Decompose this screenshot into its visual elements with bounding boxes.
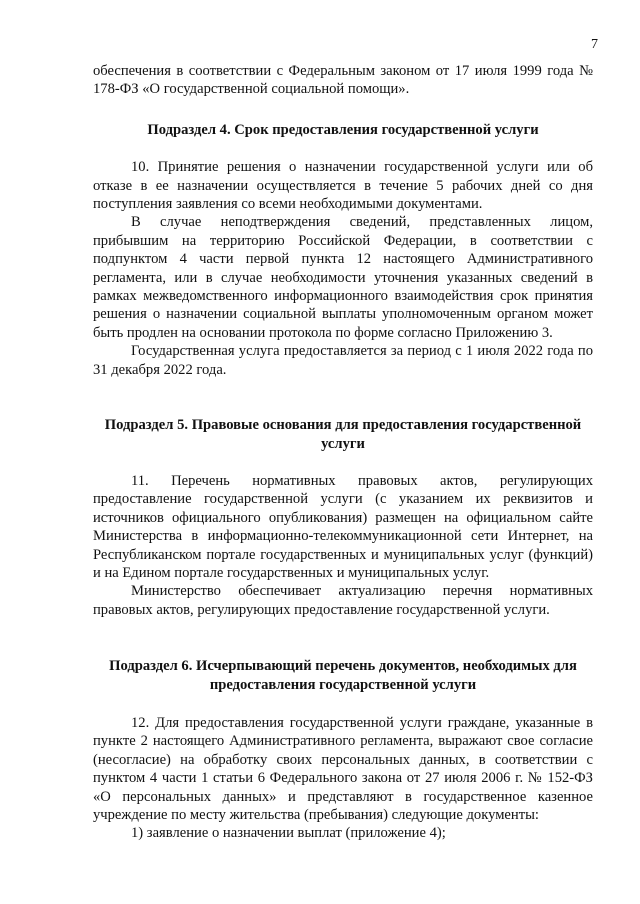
- section-5-heading: Подраздел 5. Правовые основания для предоставления государственной услуги: [104, 417, 582, 452]
- document-page: [93, 36, 593, 843]
- section-6-paragraph-1: 12. Для предоставления государственной услуги граждане, указанные в пункте 2 настоящего Административного регламента, выражают свое согласие (несогласие) на обработку своих персональных данных, в соответствии с пунктом 4 части 1 статьи 6 Федерального закона от 27 июля 2006 г. № 152-ФЗ «О персональных данных» и представляют в государственное казенное учреждение по месту жительства (пребывания) следующие документы:: [93, 714, 593, 823]
- section-5-paragraph-1: 11. Перечень нормативных правовых актов, регулирующих предоставление государственной услуги (с указанием их реквизитов и источников официального опубликования) размещен на официальном сайте Министерства в информационно-телекоммуникационной сети Интернет, на Республиканском портале государственных и муниципальных услуг (функций) и на Едином портале государственных и муниципальных услуг.: [93, 472, 593, 581]
- section-4-heading: Подраздел 4. Срок предоставления государственной услуги: [147, 121, 539, 138]
- page-number: 7: [591, 37, 598, 52]
- section-5-paragraph-2: Министерство обеспечивает актуализацию перечня нормативных правовых актов, регулирующих предоставление государственной услуги.: [93, 583, 593, 618]
- section-4-paragraph-1: 10. Принятие решения о назначении государственной услуги или об отказе в ее назначении осуществляется в течение 5 рабочих дней со дня поступления заявления со всеми необходимыми документами.: [93, 159, 593, 213]
- section-6-paragraph-2: 1) заявление о назначении выплат (приложение 4);: [131, 825, 446, 842]
- section-4-paragraph-3: Государственная услуга предоставляется за период с 1 июля 2022 года по 31 декабря 2022 года.: [93, 343, 593, 378]
- intro-paragraph: обеспечения в соответствии с Федеральным законом от 17 июля 1999 года № 178-ФЗ «О государственной социальной помощи».: [93, 63, 593, 98]
- section-6-heading: Подраздел 6. Исчерпывающий перечень документов, необходимых для предоставления государственной услуги: [109, 658, 577, 693]
- section-4-paragraph-2: В случае неподтверждения сведений, представленных лицом, прибывшим на территорию Российской Федерации, в соответствии с подпунктом 4 части первой пункта 12 настоящего Административного регламента, или в случае необходимости уточнения указанных сведений в рамках межведомственного информационного взаимодействия срок принятия решения о назначении социальной выплаты уполномоченным органом может быть продлен на основании протокола по форме согласно Приложению 3.: [93, 214, 593, 341]
